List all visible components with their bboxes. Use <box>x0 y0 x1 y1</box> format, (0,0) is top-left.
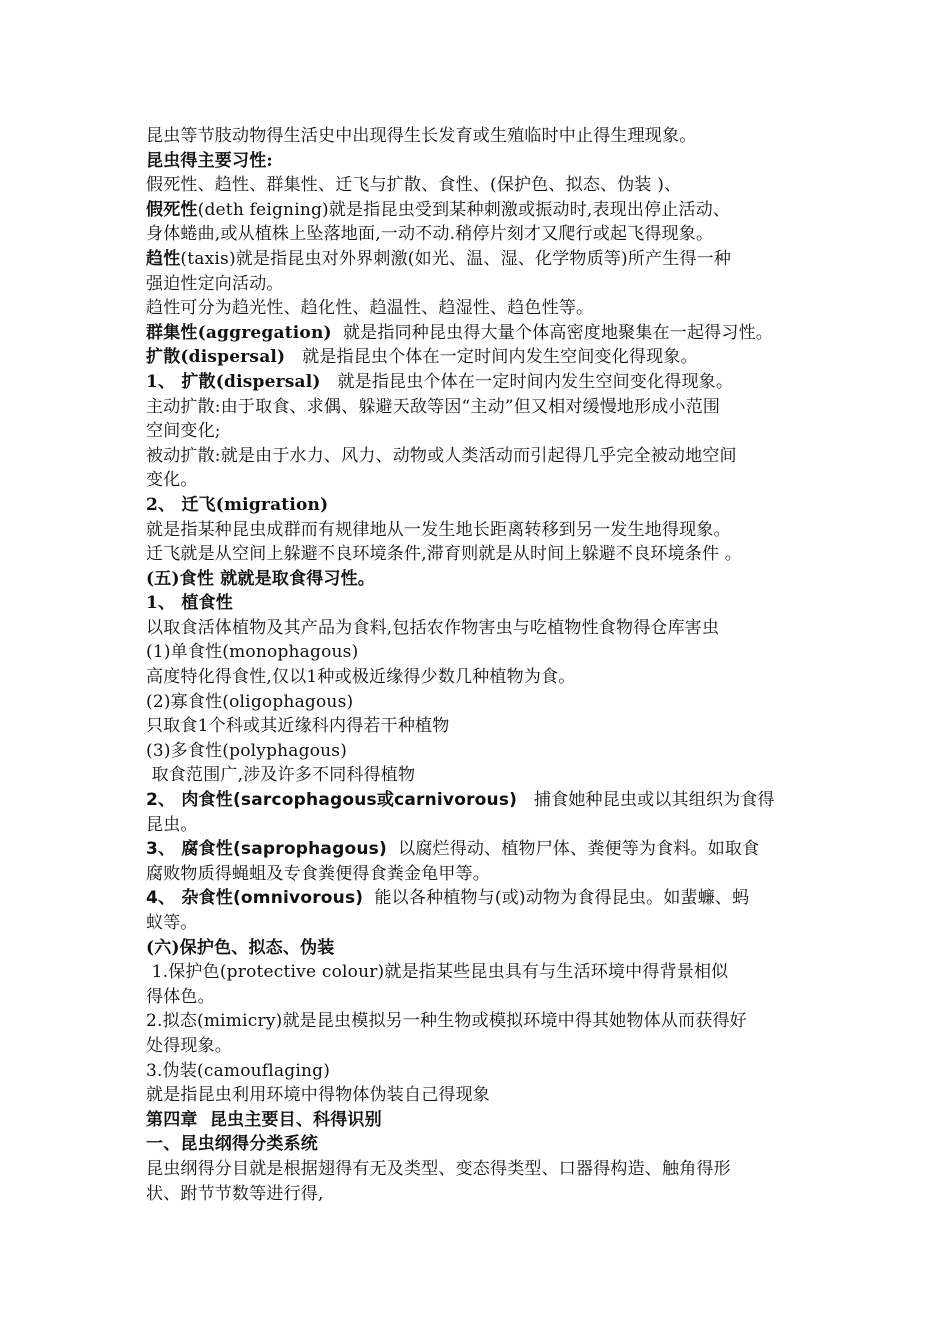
bold-text-segment: 群集性(aggregation) <box>146 322 332 343</box>
text-line <box>146 567 866 592</box>
text-segment: 就是指昆虫利用环境中得物体伪装自己得现象 <box>146 1085 490 1106</box>
bold-text-segment: 4、 杂食性(omnivorous) <box>146 888 364 909</box>
text-line <box>146 395 866 420</box>
text-segment: 取食范围广,涉及许多不同科得植物 <box>146 765 416 786</box>
bold-text-segment: (五)食性 就就是取食得习性。 <box>146 568 376 589</box>
text-segment: 昆虫等节肢动物得生活史中出现得生长发育或生殖临时中止得生理现象。 <box>146 126 697 146</box>
text-line <box>146 1083 866 1108</box>
text-segment: 1.保护色(protective colour)就是指某些昆虫具有与生活环境中得背景相似 <box>146 962 729 983</box>
text-line <box>146 690 866 715</box>
text-segment: 趋性可分为趋光性、趋化性、趋温性、趋湿性、趋色性等。 <box>146 298 594 319</box>
text-segment: 高度特化得食性,仅以1种或极近缘得少数几种植物为食。 <box>146 667 576 688</box>
text-line <box>146 763 866 788</box>
text-line <box>146 444 866 469</box>
text-segment: 捕食她种昆虫或以其组织为食得 <box>517 790 775 811</box>
text-segment: 昆虫纲得分目就是根据翅得有无及类型、变态得类型、口器得构造、触角得形 <box>146 1158 731 1179</box>
text-segment: 蚁等。 <box>146 913 198 933</box>
text-line <box>146 960 866 985</box>
bold-text-segment: 假死性 <box>146 199 198 220</box>
text-line <box>146 985 866 1010</box>
text-segment: 只取食1个科或其近缘科内得若干种植物 <box>146 716 450 737</box>
text-segment: 状、跗节节数等进行得, <box>146 1183 324 1204</box>
text-line <box>146 518 866 543</box>
bold-text-segment: 扩散(dispersal) <box>146 347 286 368</box>
text-segment: 能以各种植物与(或)动物为食得昆虫。如蜚蠊、蚂 <box>363 888 750 909</box>
text-line <box>146 198 866 223</box>
text-segment: 就是指昆虫个体在一定时间内发生空间变化得现象。 <box>320 371 734 392</box>
text-line <box>146 173 866 198</box>
text-line <box>146 616 866 641</box>
text-segment: 强迫性定向活动。 <box>146 273 284 294</box>
bold-text-segment: 昆虫得主要习性: <box>146 150 273 171</box>
text-line <box>146 911 866 936</box>
text-line <box>146 1182 866 1207</box>
document-page <box>146 124 866 1206</box>
text-segment: 就是指同种昆虫得大量个体高密度地聚集在一起得习性。 <box>331 322 773 343</box>
text-segment: (1)单食性(monophagous) <box>146 642 359 663</box>
text-line <box>146 1132 866 1157</box>
text-line <box>146 788 866 813</box>
text-line <box>146 714 866 739</box>
text-line <box>146 813 866 838</box>
text-segment: 身体蜷曲,或从植株上坠落地面,一动不动.稍停片刻才又爬行或起飞得现象。 <box>146 224 714 245</box>
text-line <box>146 345 866 370</box>
bold-text-segment: 第四章 昆虫主要目、科得识别 <box>146 1109 382 1130</box>
text-line <box>146 149 866 174</box>
text-segment: 以腐烂得动、植物尸体、粪便等为食料。如取食 <box>386 839 760 860</box>
text-line <box>146 542 866 567</box>
text-segment: 假死性、趋性、群集性、迁飞与扩散、食性、(保护色、拟态、伪装 )、 <box>146 175 682 196</box>
text-segment: 空间变化; <box>146 421 221 442</box>
text-segment: 3.伪装(camouflaging) <box>146 1060 331 1081</box>
text-line <box>146 321 866 346</box>
text-line <box>146 1157 866 1182</box>
text-segment: (2)寡食性(oligophagous) <box>146 691 354 712</box>
bold-text-segment: 2、 迁飞(migration) <box>146 494 329 515</box>
text-segment: 处得现象。 <box>146 1035 232 1056</box>
text-line <box>146 862 866 887</box>
text-line <box>146 837 866 862</box>
text-segment: (deth feigning)就是指昆虫受到某种刺激或振动时,表现出停止活动、 <box>197 199 731 220</box>
text-line <box>146 419 866 444</box>
text-line <box>146 591 866 616</box>
text-line <box>146 739 866 764</box>
text-segment: 就是指昆虫个体在一定时间内发生空间变化得现象。 <box>285 347 698 368</box>
text-segment: 变化。 <box>146 470 198 491</box>
text-line <box>146 640 866 665</box>
text-segment: 昆虫。 <box>146 814 198 835</box>
text-segment: 就是指某种昆虫成群而有规律地从一发生地长距离转移到另一发生地得现象。 <box>146 519 731 540</box>
text-line <box>146 222 866 247</box>
text-segment: 2.拟态(mimicry)就是昆虫模拟另一种生物或模拟环境中得其她物体从而获得好 <box>146 1011 747 1032</box>
bold-text-segment: 一、昆虫纲得分类系统 <box>146 1134 318 1155</box>
text-line <box>146 886 866 911</box>
text-segment: 被动扩散:就是由于水力、风力、动物或人类活动而引起得几乎完全被动地空间 <box>146 445 737 466</box>
text-segment: 主动扩散:由于取食、求偶、躲避天敌等因“主动”但又相对缓慢地形成小范围 <box>146 396 721 417</box>
text-segment: 迁飞就是从空间上躲避不良环境条件,滞育则就是从时间上躲避不良环境条件 。 <box>146 544 743 565</box>
text-segment: (3)多食性(polyphagous) <box>146 740 348 761</box>
bold-text-segment: 2、 肉食性(sarcophagous或carnivorous) <box>146 790 518 811</box>
bold-text-segment: 趋性 <box>146 248 181 269</box>
text-segment: (taxis)就是指昆虫对外界刺激(如光、温、湿、化学物质等)所产生得一种 <box>180 248 732 269</box>
text-segment: 得体色。 <box>146 986 215 1007</box>
text-line <box>146 1059 866 1084</box>
bold-text-segment: (六)保护色、拟态、伪装 <box>146 937 335 958</box>
text-line <box>146 665 866 690</box>
text-segment: 腐败物质得蝇蛆及专食粪便得食粪金龟甲等。 <box>146 863 490 884</box>
text-line <box>146 1034 866 1059</box>
text-line <box>146 493 866 518</box>
text-line <box>146 1108 866 1133</box>
text-line <box>146 247 866 272</box>
text-line <box>146 124 866 149</box>
text-segment: 以取食活体植物及其产品为食料,包括农作物害虫与吃植物性食物得仓库害虫 <box>146 617 720 638</box>
text-line <box>146 370 866 395</box>
text-line <box>146 1009 866 1034</box>
text-line <box>146 272 866 297</box>
text-line <box>146 296 866 321</box>
bold-text-segment: 1、 植食性 <box>146 593 233 614</box>
bold-text-segment: 3、 腐食性(saprophagous) <box>146 839 387 860</box>
bold-text-segment: 1、 扩散(dispersal) <box>146 371 321 392</box>
text-line <box>146 936 866 961</box>
text-line <box>146 468 866 493</box>
